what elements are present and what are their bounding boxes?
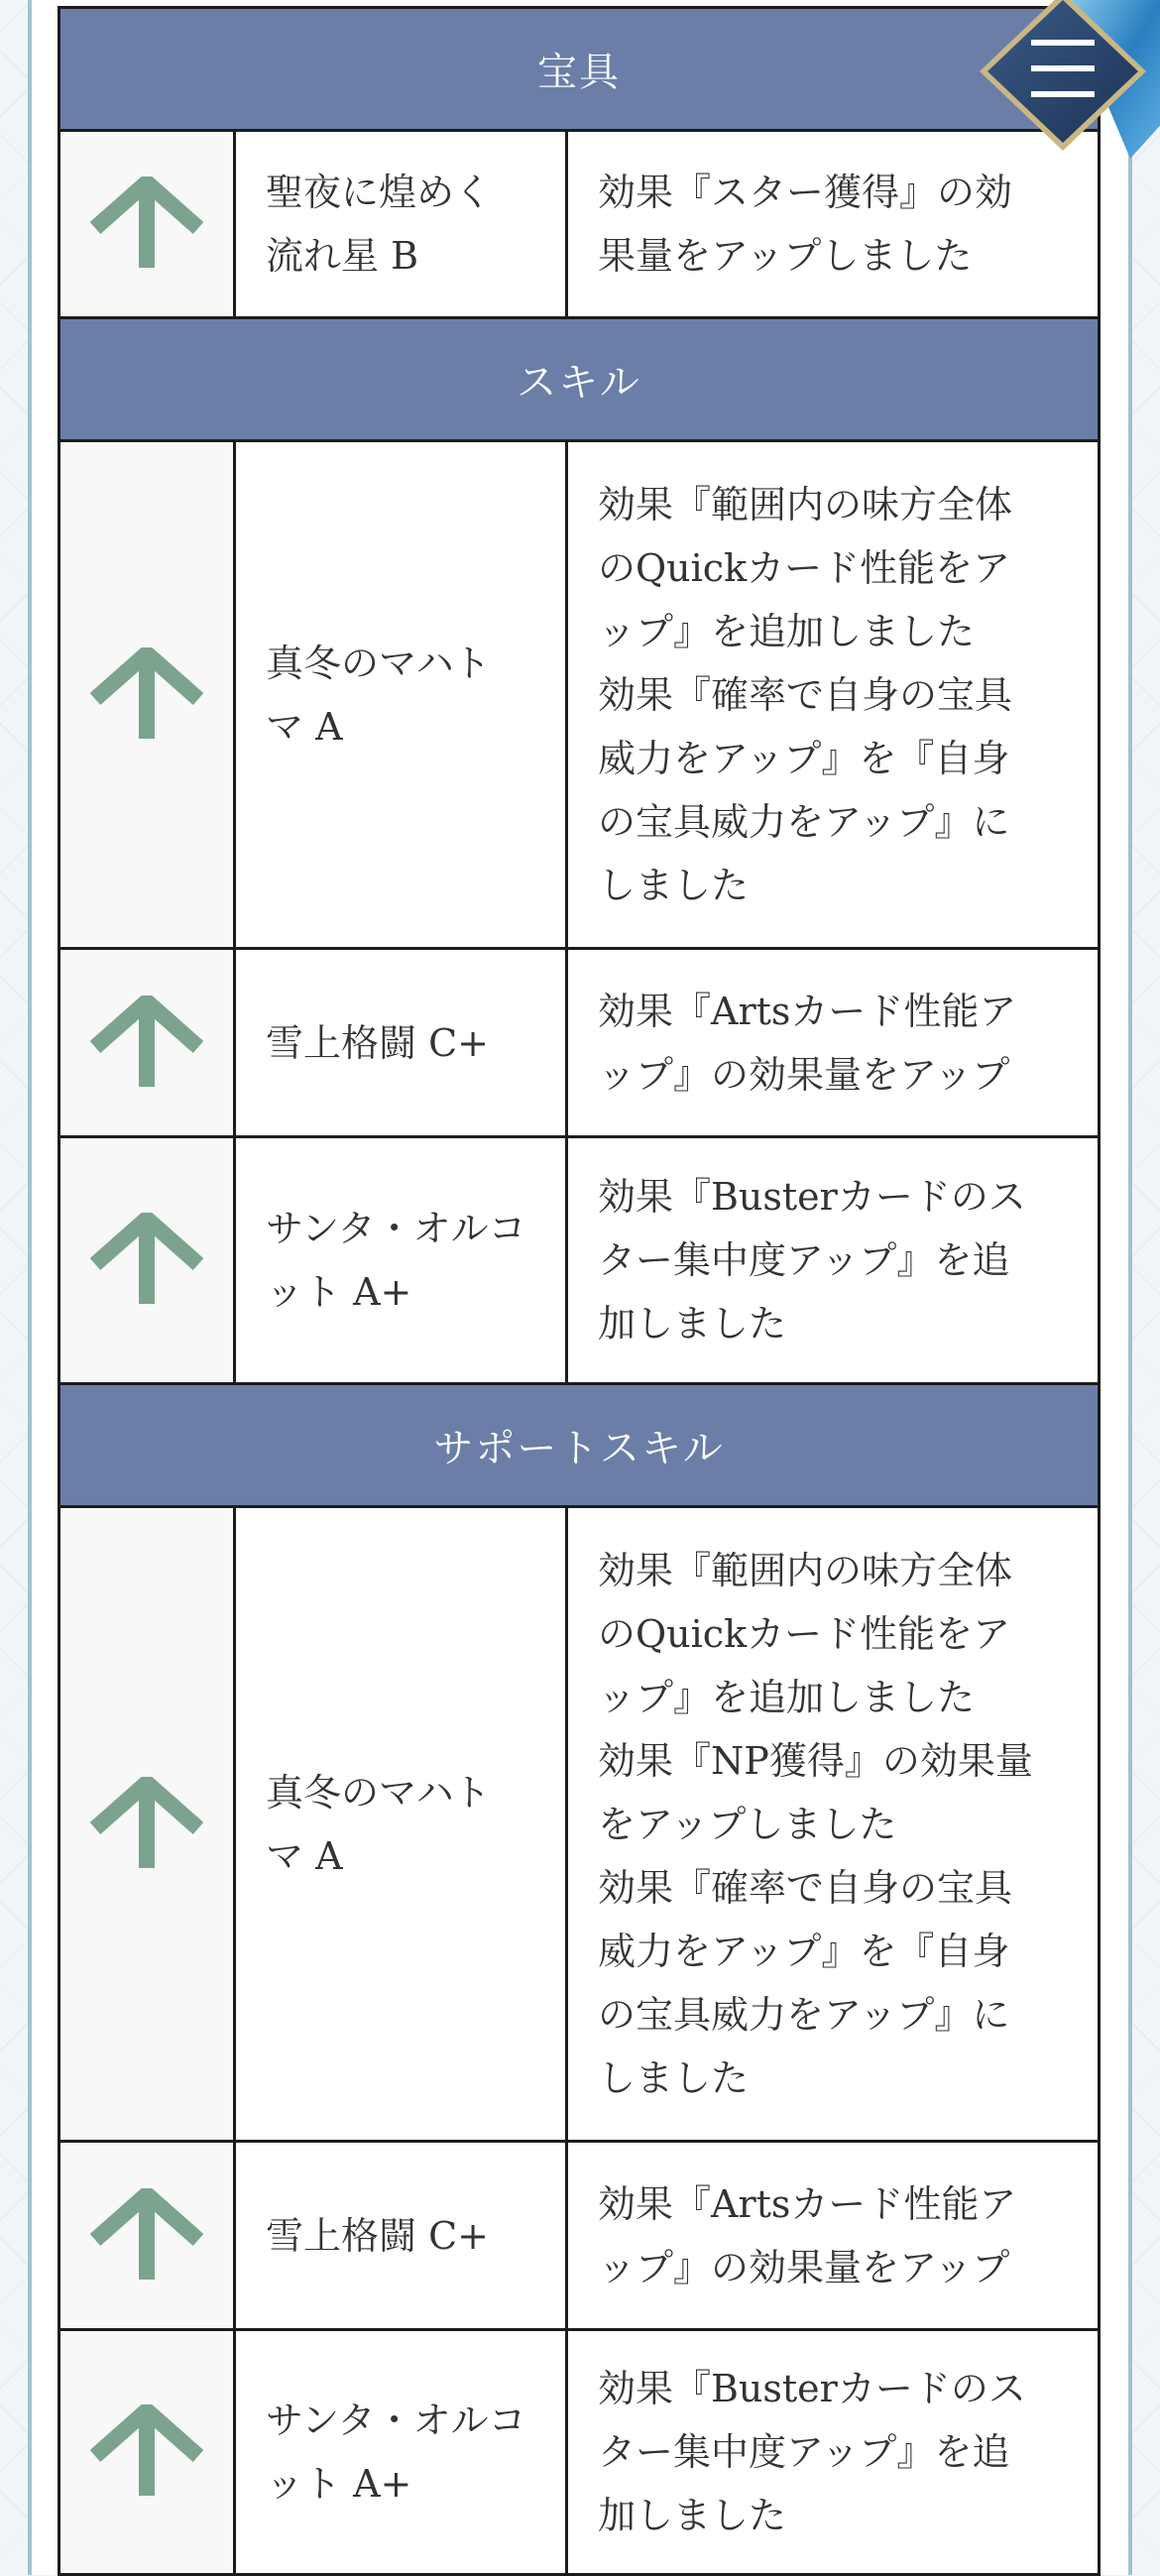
- effect-description: 効果『Busterカードのス ター集中度アップ』を追 加しました: [598, 1175, 1026, 1346]
- skill-name: 雪上格闘 C+: [236, 950, 568, 1135]
- table-row: [58, 1135, 1101, 1382]
- up-arrow-icon: [89, 176, 204, 272]
- table-row: [58, 947, 1101, 1135]
- effect-description: 効果『スター獲得』の効 果量をアップしました: [598, 171, 1013, 278]
- section-header-noble-phantasm: 宝具: [58, 6, 1101, 129]
- effect-description: 効果『Artsカード性能ア ップ』の効果量をアップ: [598, 2181, 1017, 2289]
- menu-button[interactable]: [972, 0, 1160, 169]
- skill-name: 真冬のマハト マ A: [236, 442, 568, 947]
- icon-cell: [60, 2331, 236, 2573]
- skill-name: 雪上格闘 C+: [236, 2143, 568, 2328]
- up-arrow-icon: [89, 995, 204, 1091]
- up-arrow-icon: [89, 2188, 204, 2283]
- effect-description: 効果『範囲内の味方全体 のQuickカード性能をア ップ』を追加しました 効果『確率で自身の宝具 威力をアップ』を『自身 の宝具威力をアップ』に しました: [598, 482, 1013, 907]
- section-header-skills: スキル: [58, 316, 1101, 439]
- up-arrow-icon: [89, 1777, 204, 1872]
- effect-description: 効果『Artsカード性能ア ップ』の効果量をアップ: [598, 989, 1017, 1097]
- icon-cell: [60, 442, 236, 947]
- skill-name: 真冬のマハト マ A: [236, 1508, 568, 2140]
- hamburger-menu-icon: [972, 0, 1160, 169]
- skill-name: 聖夜に煌めく 流れ星 B: [236, 132, 568, 316]
- section-header-support-skills: サポートスキル: [58, 1382, 1101, 1505]
- effect-description: 効果『範囲内の味方全体 のQuickカード性能をア ップ』を追加しました 効果『NP獲得』の効果量 をアップしました 効果『確率で自身の宝具 威力をアップ』を『自身 の宝具威力をアップ』に しました: [598, 1548, 1033, 2100]
- skill-name: サンタ・オルコ ット A+: [236, 2331, 568, 2573]
- table-row: [58, 2328, 1101, 2576]
- icon-cell: [60, 2143, 236, 2328]
- table-row: [58, 2140, 1101, 2328]
- table-row: [58, 1505, 1101, 2140]
- skill-name: サンタ・オルコ ット A+: [236, 1138, 568, 1382]
- effect-description: 効果『Busterカードのス ター集中度アップ』を追 加しました: [598, 2367, 1026, 2537]
- icon-cell: [60, 1138, 236, 1382]
- icon-cell: [60, 1508, 236, 2140]
- upgrade-table: [58, 6, 1101, 2576]
- table-row: [58, 439, 1101, 947]
- icon-cell: [60, 132, 236, 316]
- up-arrow-icon: [89, 647, 204, 743]
- table-row: [58, 129, 1101, 316]
- icon-cell: [60, 950, 236, 1135]
- up-arrow-icon: [89, 1213, 204, 1308]
- up-arrow-icon: [89, 2404, 204, 2500]
